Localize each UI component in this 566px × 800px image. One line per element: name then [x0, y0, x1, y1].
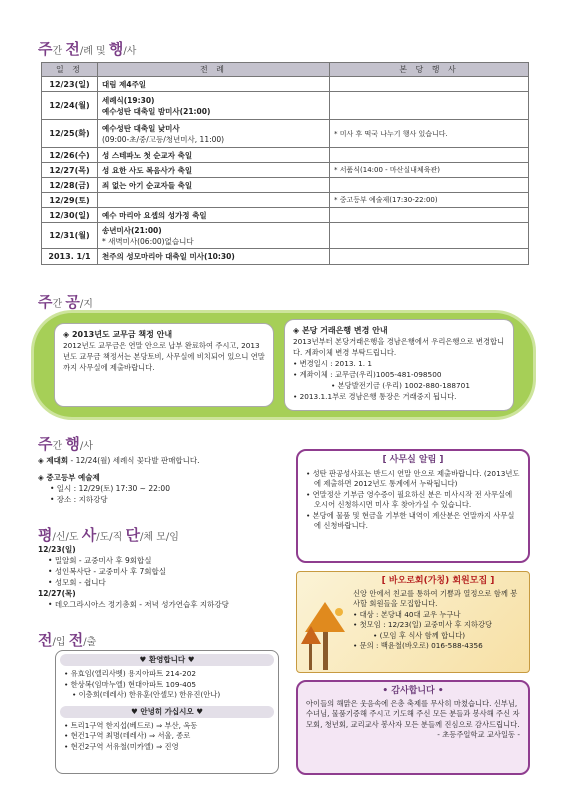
schedule-note	[330, 92, 529, 120]
list-item: • 성모회 - 쉽니다	[48, 578, 106, 587]
schedule-date: 12/23(일)	[42, 77, 98, 92]
thanks-body: 아이들의 해맑은 웃음속에 은총 축제를 무사히 마쳤습니다. 신부님, 수녀님, 물품기증해 주시고 기도해 주신 모든 분들과 봉사해 주신 자모회, 청년회, 교리교사 봉사자 모든 분들께 진심으로 감사드립니다.	[306, 698, 520, 729]
schedule-section-title: 주간 전/례 및 행/사	[38, 40, 137, 58]
table-row	[42, 92, 529, 120]
schedule-note: * 서품식(14:00 - 마산실내체육관)	[330, 163, 529, 178]
recruit-list	[353, 610, 523, 652]
recruit-body: 신앙 안에서 친교를 통하여 기쁨과 열정으로 함께 봉사할 회원들을 모집합니다.	[353, 588, 518, 608]
schedule-note	[330, 77, 529, 92]
transfers-section-title: 전/입 전/출	[38, 631, 97, 649]
announcement-panel	[34, 313, 533, 417]
schedule-liturgy: 성 요한 사도 복음사가 축일	[98, 163, 330, 178]
announcements-section-title: 주간 공/지	[38, 293, 93, 311]
thanks-box	[296, 680, 530, 775]
list-item: • 한상복(임마누엘) 현대아파트 109-405	[64, 680, 270, 691]
list-item: • 성인복사단 - 교중미사 후 7회합실	[48, 567, 167, 576]
schedule-liturgy: 성 스테파노 첫 순교자 축일	[98, 148, 330, 163]
table-row	[42, 208, 529, 223]
schedule-header-date: 일 정	[42, 63, 98, 77]
bank-change-list	[293, 358, 505, 402]
group-meetings	[38, 544, 288, 610]
schedule-date: 2013. 1/1	[42, 249, 98, 265]
list-item: • 현건2구역 서유철(미카엘) ⇒ 진영	[64, 742, 270, 753]
schedule-note	[330, 223, 529, 249]
schedule-table	[41, 62, 529, 265]
schedule-liturgy: 송년미사(21:00) * 새벽미사(06:00)없습니다	[98, 223, 330, 249]
event-detail: • 일시 : 12/29(토) 17:30 ~ 22:00	[50, 484, 170, 493]
list-item: • 유효임(엘리사벳) 용지아파트 214-202	[64, 669, 270, 680]
schedule-date: 12/25(화)	[42, 120, 98, 148]
farewell-list	[56, 719, 278, 755]
transfers-box	[55, 650, 279, 774]
meeting-date: 12/23(일)	[38, 545, 76, 554]
office-notice-box	[296, 449, 530, 563]
office-notice-list	[306, 469, 520, 532]
list-item: • 이층희(데레사) 한유훈(안셀모) 한유진(안나)	[64, 690, 270, 701]
meeting-date: 12/27(목)	[38, 589, 76, 598]
list-item: • 본당에 물품 및 현금을 기부한 내역이 계산분은 연말까지 사무실에 신청바랍니다.	[306, 511, 520, 532]
list-item: • 대상 : 본당내 40대 교우 누구나	[353, 610, 523, 621]
schedule-header-liturgy: 전 례	[98, 63, 330, 77]
thanks-signature: - 초등주일학교 교사일동 -	[437, 730, 520, 739]
table-row	[42, 77, 529, 92]
table-row	[42, 249, 529, 265]
schedule-note: * 중고등부 예술제(17:30-22:00)	[330, 193, 529, 208]
list-item: • 변경일시 : 2013. 1. 1	[293, 358, 505, 369]
schedule-liturgy: 예수 마리아 요셉의 성가정 축일	[98, 208, 330, 223]
bank-change-body: 2013년부터 본당거래은행을 경남은행에서 우리은행으로 변경합니다. 계좌이체 변경 부탁드립니다.	[293, 337, 505, 357]
event-detail: • 장소 : 지하강당	[50, 495, 108, 504]
schedule-note	[330, 208, 529, 223]
schedule-date: 12/24(월)	[42, 92, 98, 120]
list-item: • 트리1구역 한지섭(베드로) ⇒ 부산, 옥동	[64, 721, 270, 732]
schedule-liturgy: 죄 없는 아기 순교자들 축일	[98, 178, 330, 193]
list-item: • 성탄 판공성사표는 반드시 연말 안으로 제출바랍니다. (2013년도에 제출하면 2012년도 통계에서 누락됩니다)	[306, 469, 520, 490]
list-item: • 연말정산 기부금 영수증이 필요하신 분은 미사시작 전 사무실에 오시어 신청하시면 미사 후 찾아가실 수 있습니다.	[306, 490, 520, 511]
table-row	[42, 148, 529, 163]
offering-notice-title: ◈ 2013년도 교무금 책정 안내	[63, 330, 173, 339]
schedule-note	[330, 249, 529, 265]
list-item: • 현건1구역 최명(데레사) ⇒ 서울, 종로	[64, 731, 270, 742]
schedule-date: 12/31(월)	[42, 223, 98, 249]
schedule-date: 12/30(일)	[42, 208, 98, 223]
schedule-header-parish-events: 본 당 행 사	[330, 63, 529, 77]
list-item: • 밀알회 - 교중미사 후 9회합실	[48, 556, 152, 565]
welcome-heading: ♥ 환영합니다 ♥	[60, 654, 274, 666]
list-item: • (모임 후 식사 함께 합니다)	[353, 631, 523, 642]
list-item: • 본당발전기금 (우리) 1002-880-188701	[293, 380, 505, 391]
event-item-heading: ◈ 중고등부 예술제	[38, 473, 100, 482]
office-notice-title: [ 사무실 알림 ]	[382, 455, 444, 465]
schedule-note	[330, 148, 529, 163]
events-section-title: 주간 행/사	[38, 435, 93, 453]
list-item: • 문의 : 백윤철(바오로) 016-588-4356	[353, 641, 523, 652]
table-row	[42, 163, 529, 178]
list-item: • 계좌이체 : 교무금(우리)1005-481-098500	[293, 369, 505, 380]
thanks-title: • 감사합니다 •	[382, 686, 444, 696]
schedule-header-row	[42, 63, 529, 77]
schedule-liturgy: 세례식(19:30) 예수성탄 대축일 밤미사(21:00)	[98, 92, 330, 120]
recruit-title: [ 바오로회(가칭) 회원모집 ]	[381, 576, 495, 586]
farewell-heading: ♥ 안녕히 가십시오 ♥	[60, 706, 274, 718]
bank-change-notice	[284, 319, 514, 411]
offering-notice-body: 2012년도 교무금은 연말 안으로 납부 완료하여 주시고, 2013년도 교무금 책정서는 본당토비, 사무실에 비치되어 있으니 연말까지 사무실에 제출바랍니다.	[63, 341, 265, 372]
offering-notice	[54, 323, 274, 407]
schedule-date: 12/29(토)	[42, 193, 98, 208]
schedule-liturgy: 예수성탄 대축일 낮미사 (09:00-초/중/고등/청년미사, 11:00)	[98, 120, 330, 148]
list-item: • 2013.1.1부로 경남은행 통장은 거래중지 됩니다.	[293, 391, 505, 402]
weekly-events	[38, 455, 278, 505]
autumn-tree-icon	[301, 592, 351, 672]
list-item: • 데오그라시아스 정기총회 - 저녁 성가연습후 지하강당	[48, 600, 229, 609]
schedule-liturgy	[98, 193, 330, 208]
list-item: • 첫모임 : 12/23(일) 교중미사 후 지하강당	[353, 620, 523, 631]
schedule-liturgy: 천주의 성모마리아 대축일 미사(10:30)	[98, 249, 330, 265]
bank-change-title: ◈ 본당 거래은행 변경 안내	[293, 326, 388, 335]
schedule-note: * 미사 후 떡국 나누기 행사 있습니다.	[330, 120, 529, 148]
event-item: ◈ 제대회 - 12/24(월) 세례식 꽃다발 판매합니다.	[38, 456, 200, 465]
table-row	[42, 193, 529, 208]
welcome-list	[56, 667, 278, 703]
schedule-date: 12/27(목)	[42, 163, 98, 178]
groups-section-title: 평/신/도 사/도/직 단/체 모/임	[38, 526, 179, 544]
schedule-liturgy: 대림 제4주일	[98, 77, 330, 92]
recruit-box	[296, 571, 530, 673]
table-row	[42, 223, 529, 249]
schedule-date: 12/26(수)	[42, 148, 98, 163]
schedule-date: 12/28(금)	[42, 178, 98, 193]
table-row	[42, 120, 529, 148]
schedule-note	[330, 178, 529, 193]
table-row	[42, 178, 529, 193]
